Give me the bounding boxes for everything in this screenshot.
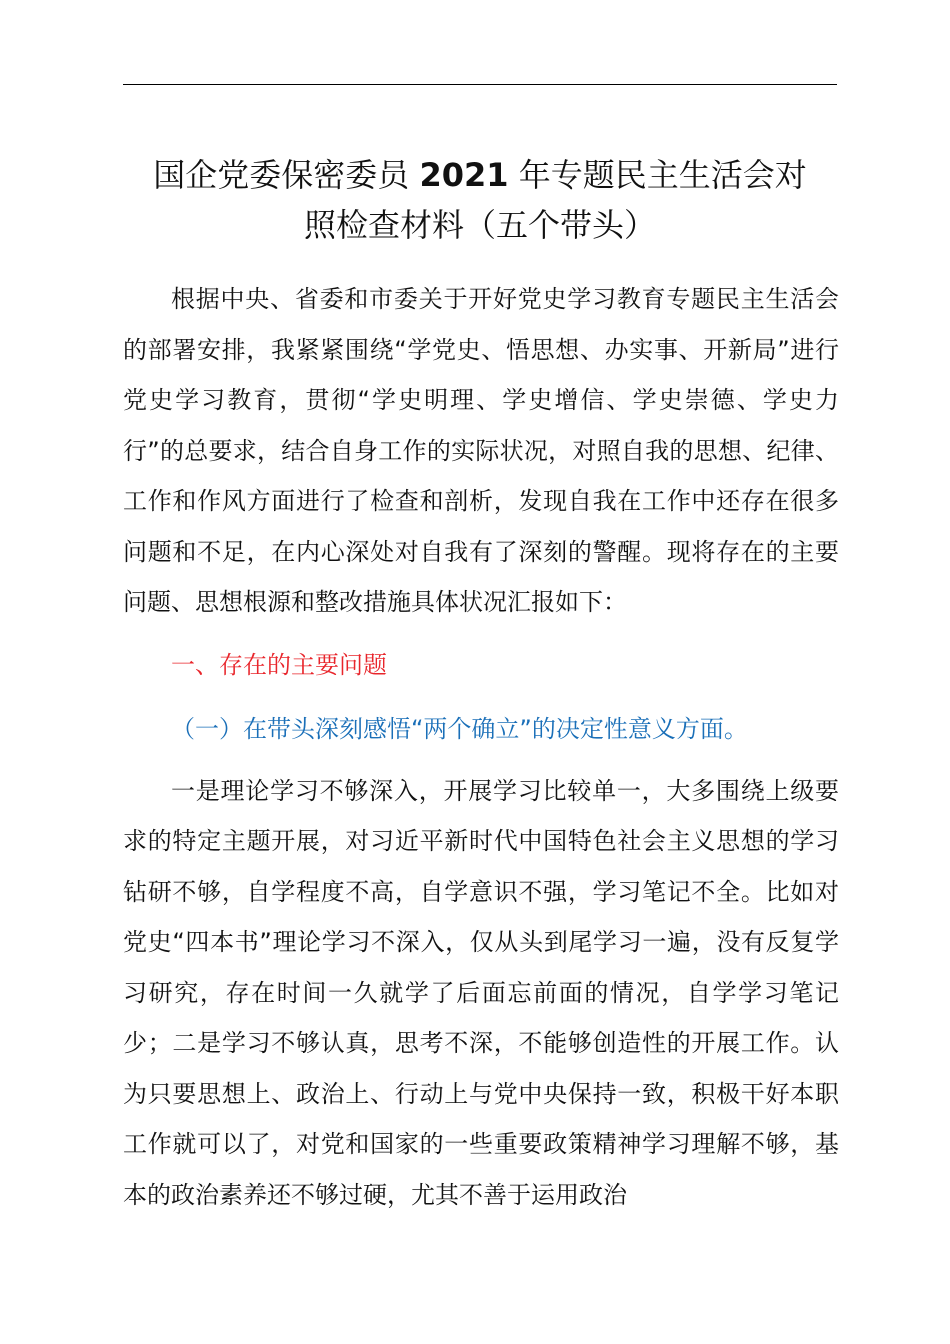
document-body: [123, 274, 839, 1220]
title-year: 2021: [419, 156, 509, 194]
title-line-2: 照检查材料（五个带头）: [303, 206, 656, 244]
body-paragraph: 一是理论学习不够深入，开展学习比较单一，大多围绕上级要求的特定主题开展，对习近平新时代中国特色社会主义思想的学习钻研不够，自学程度不高，自学意识不强，学习笔记不全。比如对党史“四本书”理论学习不深入，仅从头到尾学习一遍，没有反复学习研究，存在时间一久就学了后面忘前面的情况，自学学习笔记少；二是学习不够认真，思考不深，不能够创造性的开展工作。认为只要思想上、政治上、行动上与党中央保持一致，积极干好本职工作就可以了，对党和国家的一些重要政策精神学习理解不够，基本的政治素养还不够过硬，尤其不善于运用政治: [123, 776, 839, 1209]
section-heading: 一、存在的主要问题: [171, 650, 387, 679]
title-suffix: 年专题民主生活会对: [508, 156, 807, 194]
sub-heading: （一）在带头深刻感悟“两个确立”的决定性意义方面。: [171, 714, 748, 743]
title-line-1: [110, 150, 850, 200]
intro-paragraph: 根据中央、省委和市委关于开好党史学习教育专题民主生活会的部署安排，我紧紧围绕“学党史、悟思想、办实事、开新局”进行党史学习教育，贯彻“学史明理、学史增信、学史崇德、学史力行”的总要求，结合自身工作的实际状况，对照自我的思想、纪律、工作和作风方面进行了检查和剖析，发现自我在工作中还存在很多问题和不足，在内心深处对自我有了深刻的警醒。现将存在的主要问题、思想根源和整改措施具体状况汇报如下：: [123, 285, 839, 616]
header-rule: [123, 84, 837, 85]
document-title: [110, 150, 850, 250]
title-prefix: 国企党委保密委员: [153, 156, 420, 194]
